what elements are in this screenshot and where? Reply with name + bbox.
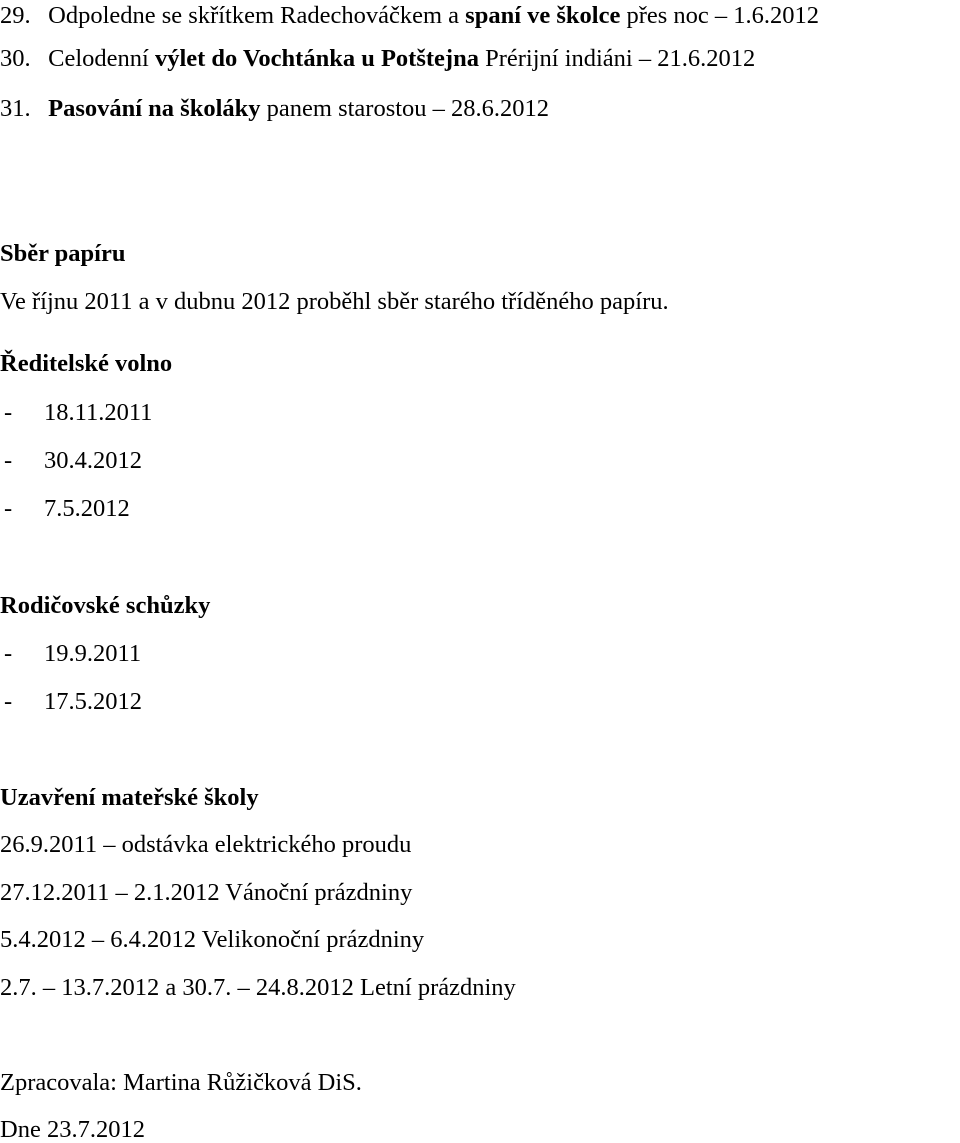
item-number: 31.	[0, 95, 31, 122]
list-item-text: 7.5.2012	[44, 495, 130, 522]
program-item-30	[0, 47, 755, 72]
closure-item: 2.7. – 13.7.2012 a 30.7. – 24.8.2012 Letní prázdniny	[0, 974, 516, 1001]
document-date: Dne 23.7.2012	[0, 1116, 145, 1143]
prepared-by: Zpracovala: Martina Růžičková DiS.	[0, 1069, 362, 1096]
closure-item: 26.9.2011 – odstávka elektrického proudu	[0, 831, 412, 858]
item-text: panem starostou – 28.6.2012	[260, 95, 550, 122]
director-leave-heading: Ředitelské volno	[0, 350, 173, 377]
paper-heading: Sběr papíru	[0, 240, 126, 267]
program-item-29	[0, 4, 819, 29]
program-item-31	[0, 97, 549, 122]
item-number: 29.	[0, 2, 31, 29]
director-leave-item	[0, 449, 142, 474]
parent-meeting-item	[0, 690, 142, 715]
item-text-bold: Pasování na školáky	[48, 95, 261, 122]
list-item-text: 30.4.2012	[44, 447, 142, 474]
item-text: Celodenní	[42, 45, 155, 72]
bullet-dash: -	[4, 399, 13, 426]
item-text: Odpoledne se skřítkem Radechováčkem a	[42, 2, 466, 29]
closure-item: 27.12.2011 – 2.1.2012 Vánoční prázdniny	[0, 879, 413, 906]
closures-heading: Uzavření mateřské školy	[0, 784, 259, 811]
item-text-bold: spaní ve školce	[465, 2, 621, 29]
director-leave-item	[0, 401, 152, 426]
list-item-text: 17.5.2012	[44, 688, 142, 715]
bullet-dash: -	[4, 640, 13, 667]
list-item-text: 18.11.2011	[44, 399, 153, 426]
bullet-dash: -	[4, 495, 13, 522]
director-leave-item	[0, 497, 130, 522]
item-text: Prérijní indiáni – 21.6.2012	[478, 45, 756, 72]
parent-meeting-item	[0, 642, 141, 667]
closure-item: 5.4.2012 – 6.4.2012 Velikonoční prázdniny	[0, 926, 425, 953]
item-number: 30.	[0, 45, 31, 72]
item-text: přes noc – 1.6.2012	[620, 2, 820, 29]
bullet-dash: -	[4, 447, 13, 474]
item-text-bold: výlet do Vochtánka u Potštejna	[154, 45, 479, 72]
parent-meetings-heading: Rodičovské schůzky	[0, 592, 211, 619]
list-item-text: 19.9.2011	[44, 640, 142, 667]
bullet-dash: -	[4, 688, 13, 715]
paper-text: Ve říjnu 2011 a v dubnu 2012 proběhl sběr starého tříděného papíru.	[0, 288, 669, 315]
